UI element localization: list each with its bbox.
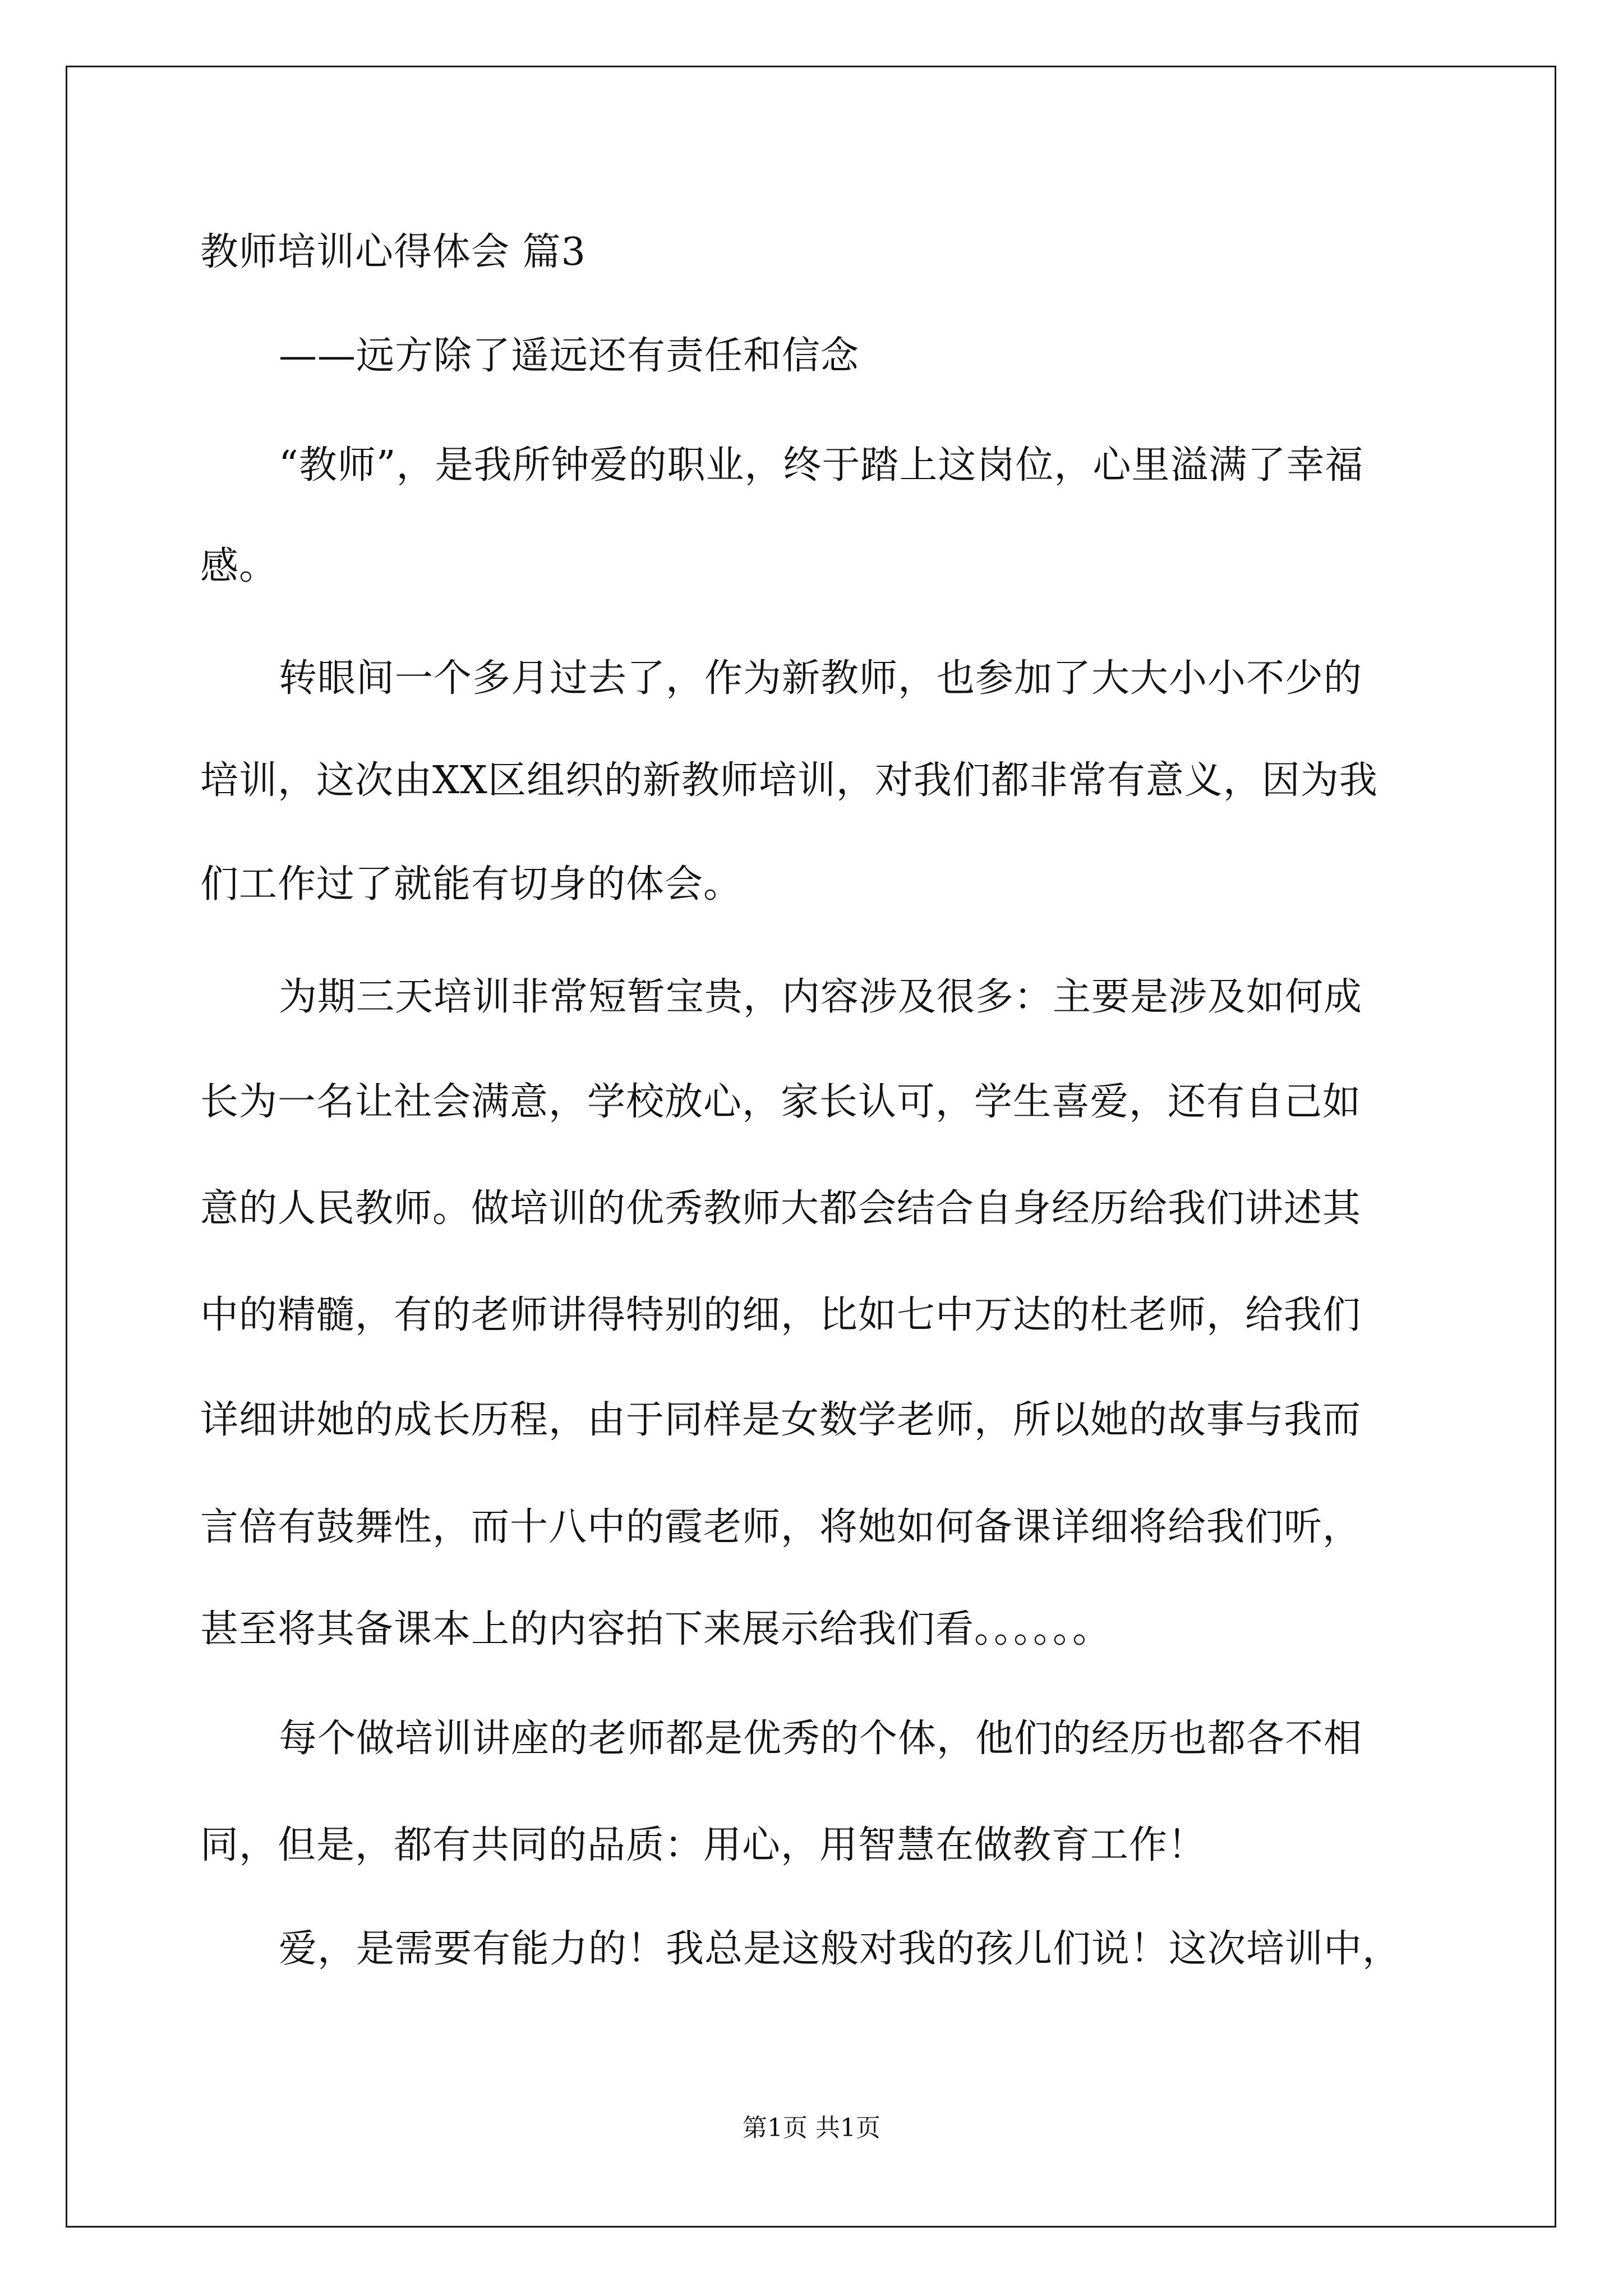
paragraph-line: 感。 [200,544,278,588]
paragraph-line: “教师”，是我所钟爱的职业，终于踏上这岗位，心里溢满了幸福 [279,443,1364,487]
page-border [66,66,1556,2228]
paragraph-line: 甚至将其备课本上的内容拍下来展示给我们看。。。。。。 [200,1607,1112,1651]
paragraph-line: 言倍有鼓舞性，而十八中的霞老师，将她如何备课详细将给我们听， [200,1505,1362,1549]
subtitle-line: ——远方除了遥远还有责任和信念 [279,334,860,378]
page-number: 第1页 共1页 [743,2114,880,2142]
paragraph-line: 长为一名让社会满意，学校放心，家长认可，学生喜爱，还有自己如 [200,1080,1362,1124]
paragraph-line: 转眼间一个多月过去了，作为新教师，也参加了大大小小不少的 [279,656,1363,701]
paragraph-line: 详细讲她的成长历程，由于同样是女数学老师，所以她的故事与我而 [200,1398,1362,1442]
paragraph-line: 中的精髓，有的老师讲得特别的细，比如七中万达的杜老师，给我们 [200,1293,1362,1337]
paragraph-line: 为期三天培训非常短暂宝贵，内容涉及很多：主要是涉及如何成 [279,975,1363,1019]
paragraph-line: 爱，是需要有能力的！我总是这般对我的孩儿们说！这次培训中， [279,1927,1401,1971]
document-title: 教师培训心得体会 篇3 [200,230,586,274]
paragraph-line: 们工作过了就能有切身的体会。 [200,862,743,907]
paragraph-line: 同，但是，都有共同的品质：用心，用智慧在做教育工作！ [200,1823,1207,1867]
paragraph-line: 每个做培训讲座的老师都是优秀的个体，他们的经历也都各不相 [279,1717,1363,1761]
paragraph-line: 意的人民教师。做培训的优秀教师大都会结合自身经历给我们讲述其 [200,1186,1362,1231]
paragraph-line: 培训，这次由XX区组织的新教师培训，对我们都非常有意义，因为我 [200,758,1378,803]
